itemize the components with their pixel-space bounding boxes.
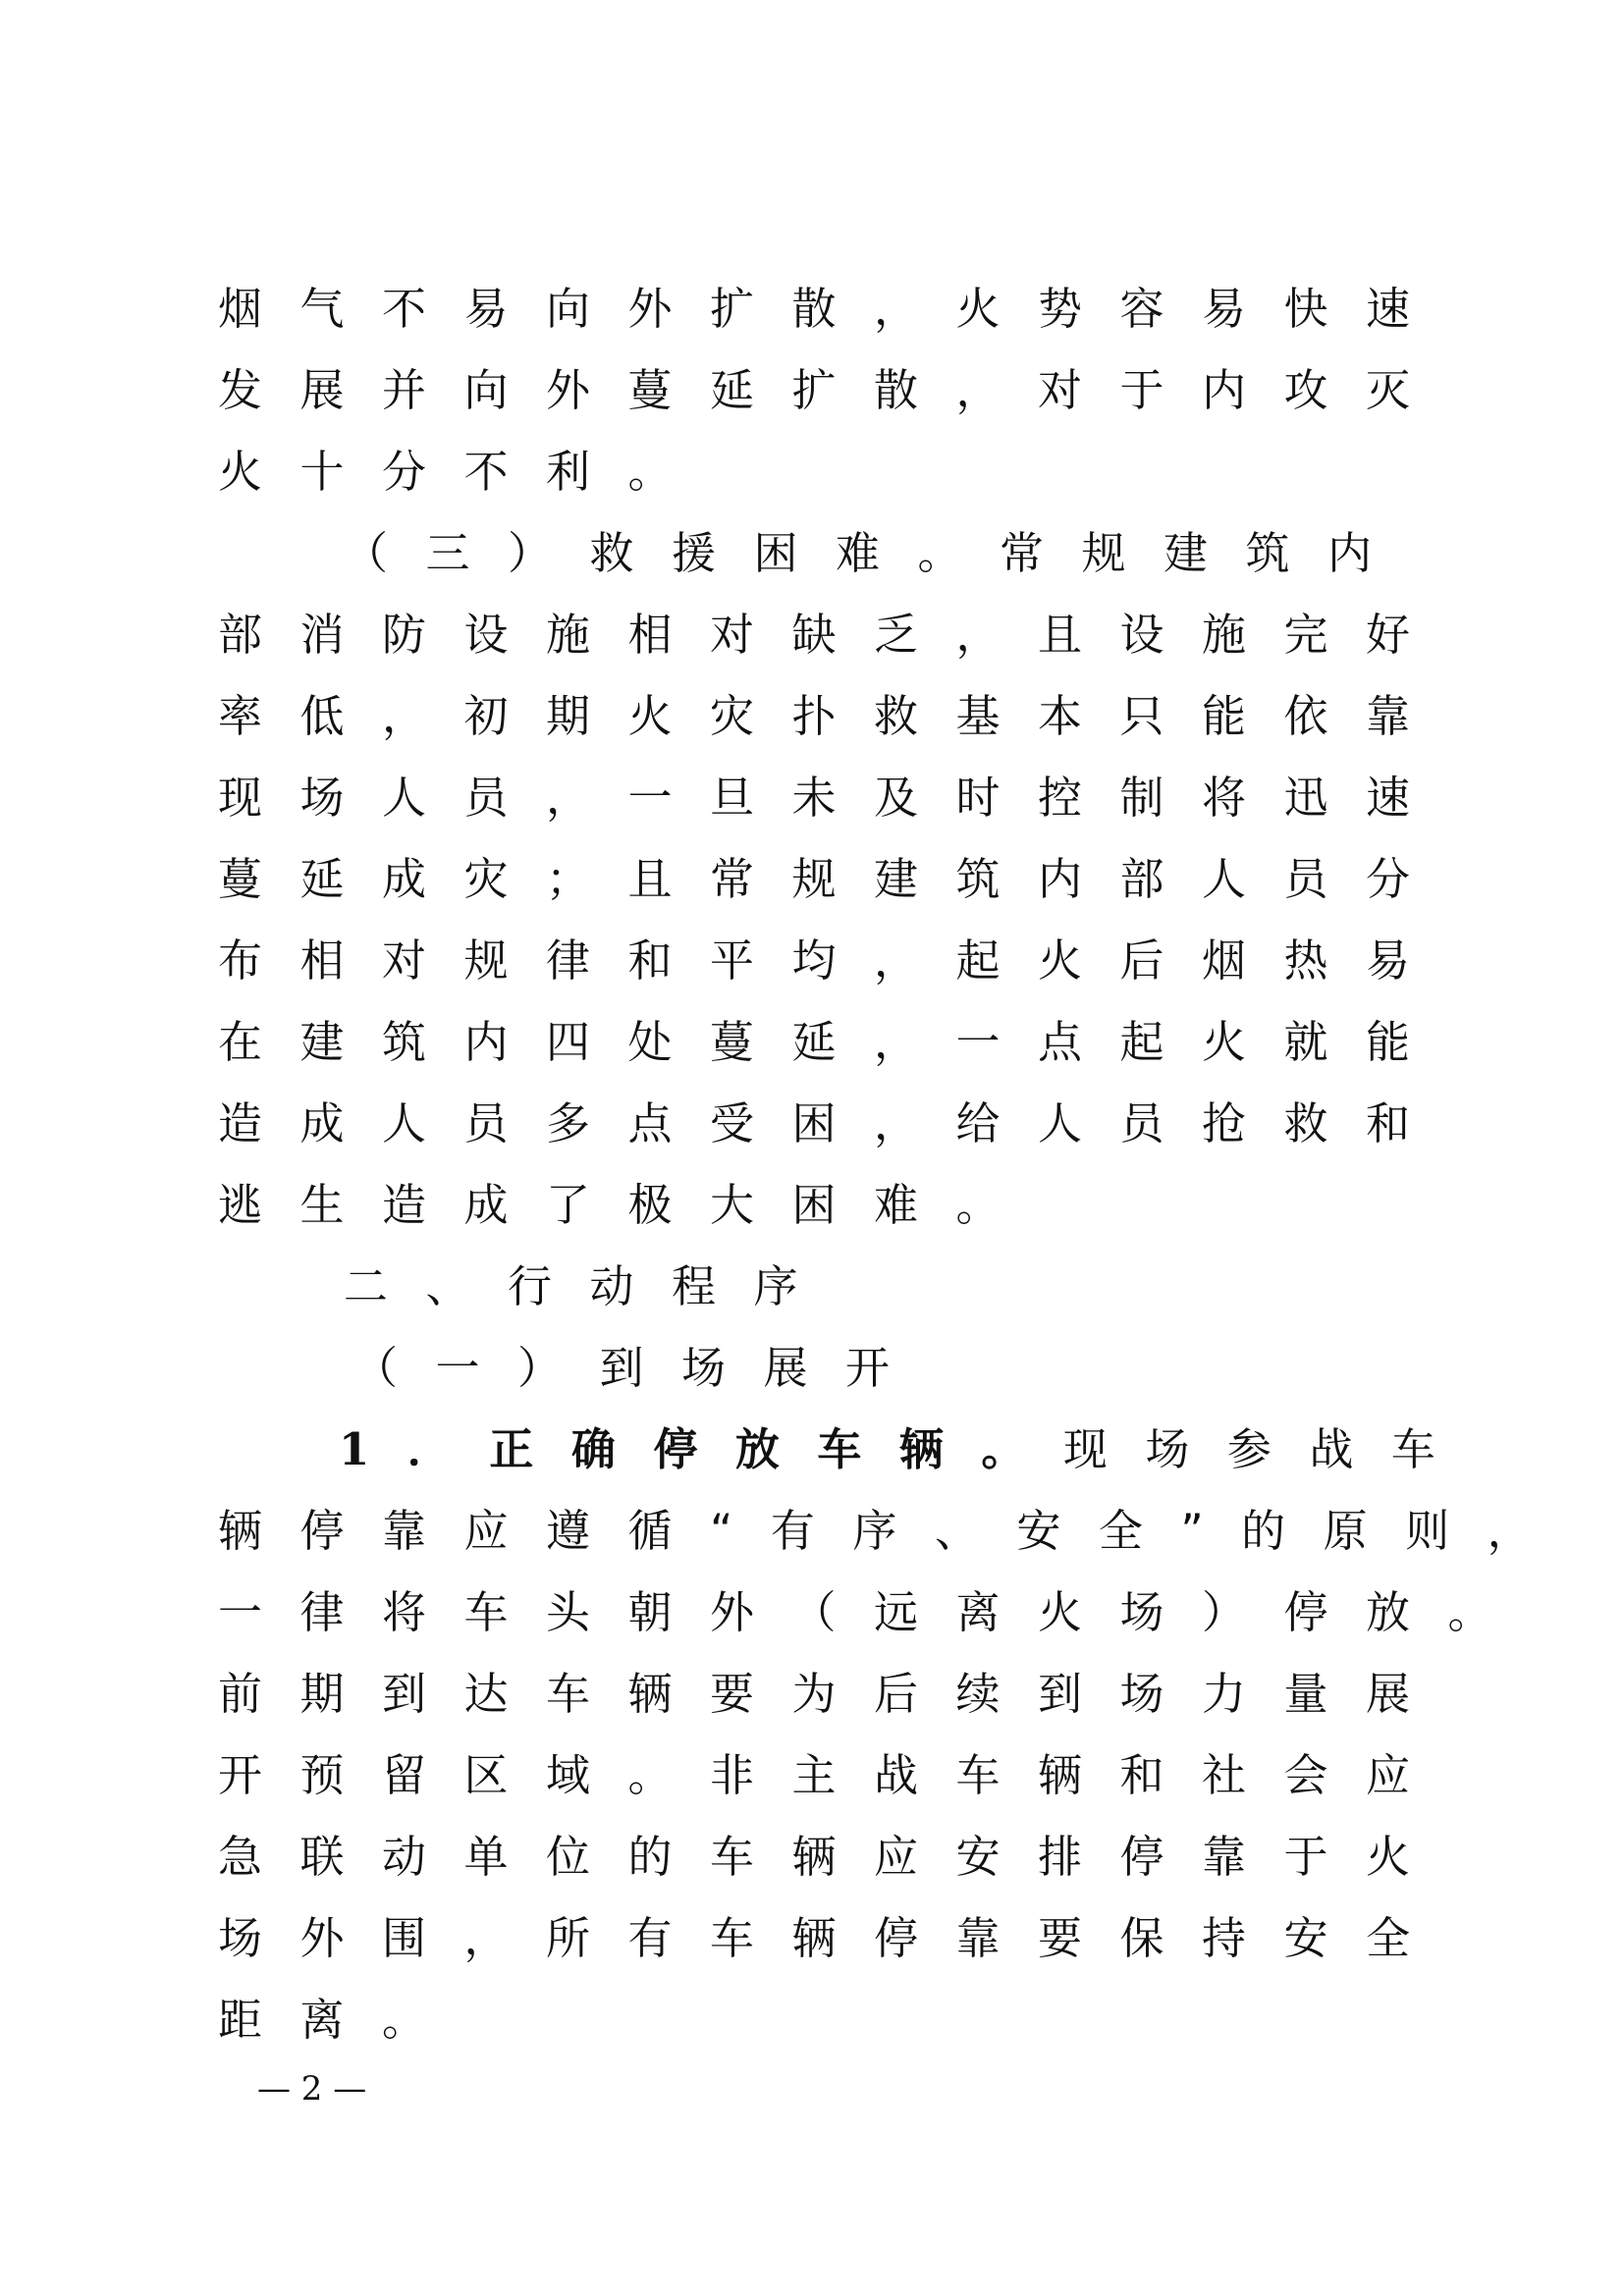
paragraph-line: 距离。 (218, 1994, 464, 2046)
section-three-heading-line: （三）救援困难。常规建筑内 (344, 527, 1410, 579)
item-lead-text: 现场参战车 (1062, 1423, 1474, 1475)
section-heading: 二、行动程序 (344, 1260, 837, 1312)
page-number: — 2 — (257, 2069, 367, 2109)
paragraph-line: 部消防设施相对缺乏，且设施完好 (218, 609, 1448, 661)
item-number: 1． (339, 1423, 490, 1475)
paragraph-line: 布相对规律和平均，起火后烟热易 (218, 934, 1448, 987)
paragraph-line: 开预留区域。非主战车辆和社会应 (218, 1749, 1448, 1801)
paragraph-line: 一律将车头朝外（远离火场）停放。 (218, 1586, 1531, 1638)
paragraph-line: 在建筑内四处蔓延，一点起火就能 (218, 1016, 1448, 1068)
item-title: 正确停放车辆。 (489, 1423, 1063, 1475)
paragraph-line: 火十分不利。 (218, 446, 711, 498)
paragraph-line: 辆停靠应遵循“有序、安全”的原则， (218, 1505, 1570, 1557)
paragraph-line: 发展并向外蔓延扩散，对于内攻灭 (218, 364, 1448, 416)
item-heading-line (339, 1417, 1605, 1482)
paragraph-line: 前期到达车辆要为后续到场力量展 (218, 1668, 1448, 1720)
paragraph-line: 造成人员多点受困，给人员抢救和 (218, 1097, 1448, 1149)
paragraph-line: 烟气不易向外扩散，火势容易快速 (218, 283, 1448, 335)
paragraph-line: 现场人员，一旦未及时控制将迅速 (218, 772, 1448, 824)
paragraph-line: 蔓延成灾；且常规建筑内部人员分 (218, 853, 1448, 905)
paragraph-line: 率低，初期火灾扑救基本只能依靠 (218, 690, 1448, 742)
paragraph-line: 逃生造成了极大困难。 (218, 1179, 1039, 1231)
paragraph-line: 场外围，所有车辆停靠要保持安全 (218, 1912, 1448, 1964)
paragraph-line: 急联动单位的车辆应安排停靠于火 (218, 1831, 1448, 1883)
subsection-heading: （一）到场展开 (353, 1342, 928, 1394)
